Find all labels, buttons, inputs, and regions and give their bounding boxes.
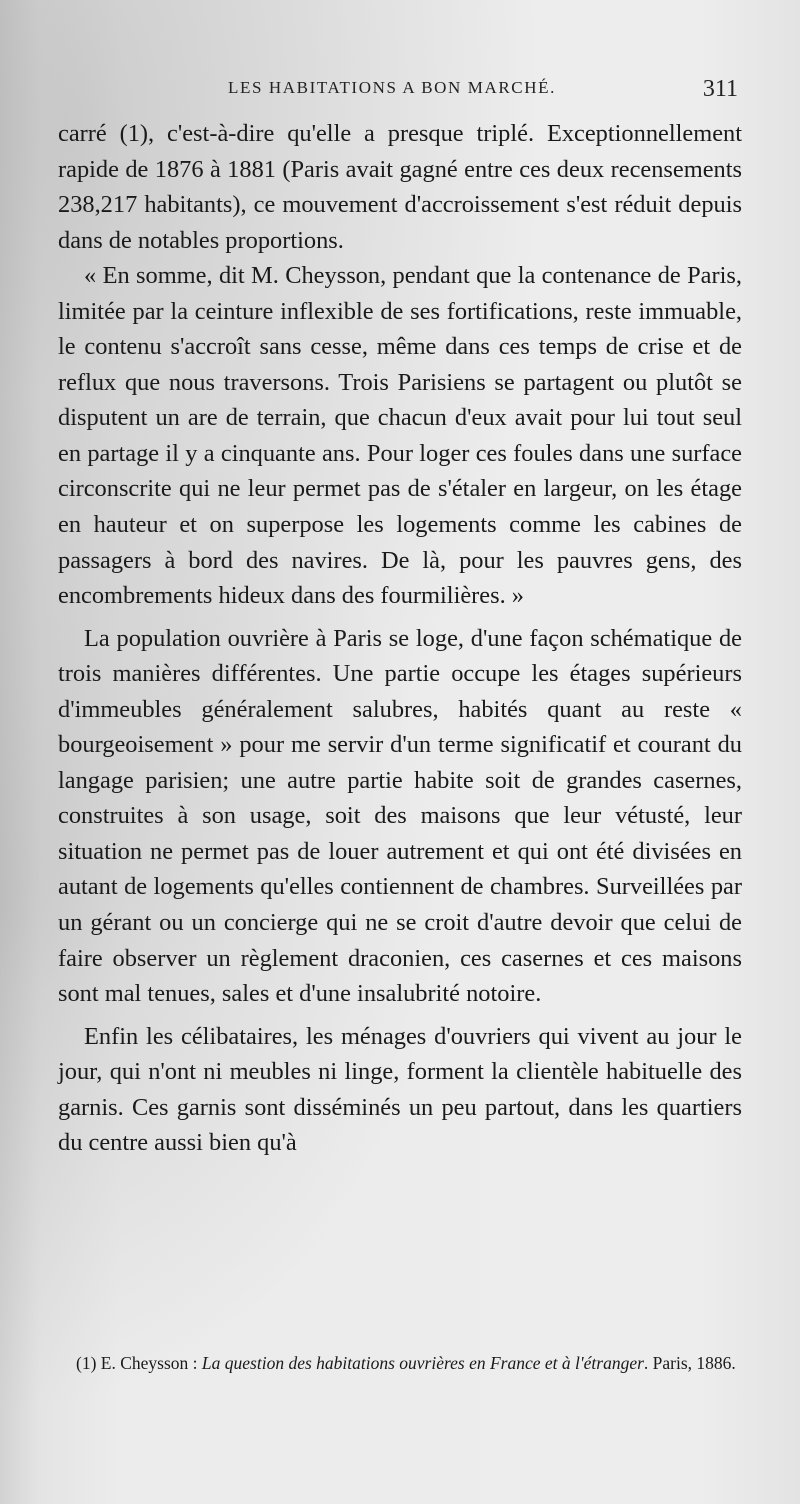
paragraph-cheysson-quote: « En somme, dit M. Cheysson, pendant que la contenance de Paris, limitée par la ceinture inflexible de ses fortifications, reste immuable, le contenu s'accroît sans cesse, même dans ces temps de crise et de reflux que nous traversons. Trois Parisiens se partagent ou plutôt se disputent un are de terrain, que chacun d'eux avait pour lui tout seul en partage il y a cinquante ans. Pour loger ces foules dans une surface circonscrite qui ne leur permet pas de s'étaler en largeur, on les étage en hauteur et on superpose les logements comme les cabines de passagers à bord des navires. De là, pour les pauvres gens, des encombrements hideux dans des fourmilières. » <box>58 262 742 610</box>
page-number: 311 <box>702 76 738 102</box>
footnote-rest: . Paris, 1886. <box>643 1353 736 1373</box>
paragraph-celibataires: Enfin les célibataires, les ménages d'ouvriers qui vivent au jour le jour, qui n'ont ni meubles ni linge, forment la clientèle habituelle des garnis. Ces garnis sont disséminés un peu partout, dans les quartiers du centre aussi bien qu'à <box>58 1022 742 1157</box>
paragraph-continuation: carré (1), c'est-à-dire qu'elle a presque triplé. Exceptionnellement rapide de 1876 à 1881 (Paris avait gagné entre ces deux recensements 238,217 habitants), ce mouvement d'accroissement s'est réduit depuis dans de notables proportions. <box>58 120 742 254</box>
running-head <box>0 78 800 104</box>
running-title: LES HABITATIONS A BON MARCHÉ. <box>228 78 556 97</box>
paragraph-population: La population ouvrière à Paris se loge, d'une façon schématique de trois manières différentes. Une partie occupe les étages supérieurs d'immeubles généralement salubres, habités quant au reste « bourgeoisement » pour me servir d'un terme significatif et courant du langage parisien; une autre partie habite soit de grandes casernes, construites à son usage, soit des maisons que leur vétusté, leur situation ne permet pas de louer autrement et qui ont été divisées en autant de logements qu'elles contiennent de chambres. Surveillées par un gérant ou un concierge qui ne se croit d'autre devoir que celui de faire observer un règlement draconien, ces casernes et ces maisons sont mal tenues, sales et d'une insalubrité notoire. <box>58 624 742 1008</box>
body-text <box>58 116 742 1161</box>
footnote <box>58 1350 748 1377</box>
footnote-title: La question des habitations ouvrières en France et à l'étranger <box>201 1353 644 1373</box>
footnote-marker: (1) E. Cheysson : <box>76 1353 202 1373</box>
